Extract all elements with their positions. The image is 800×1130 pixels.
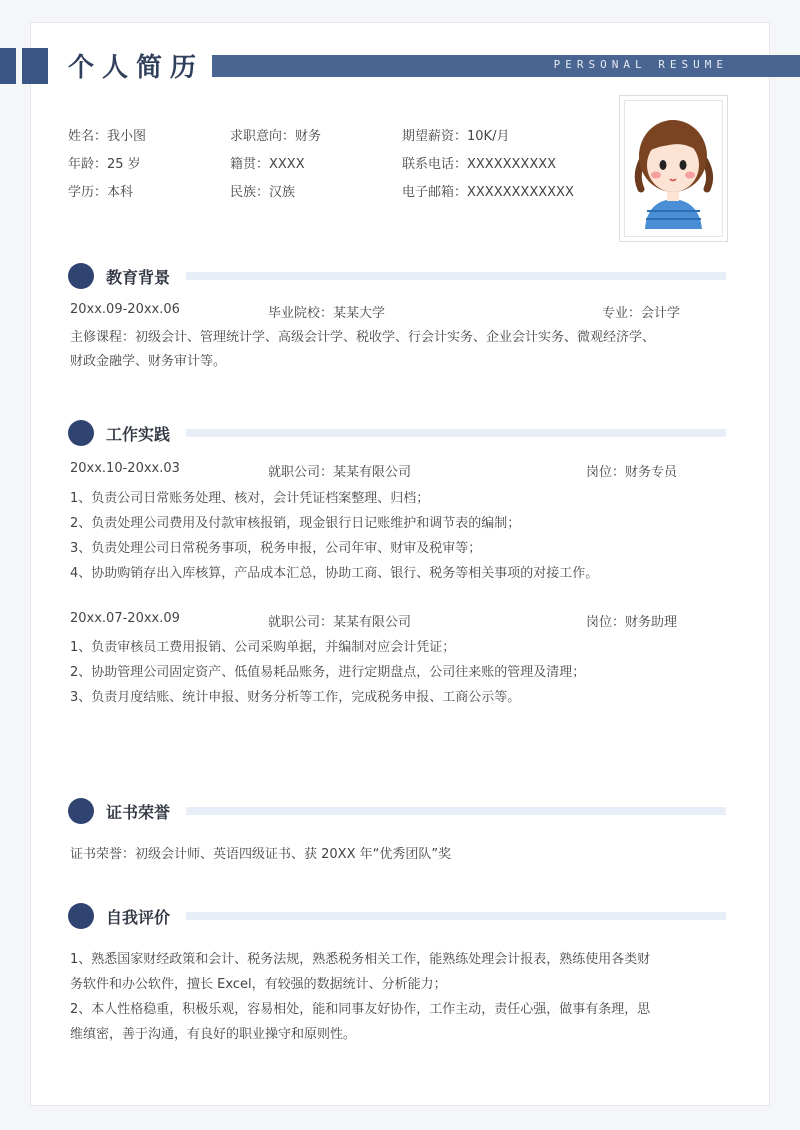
job-2-position: 岗位：财务助理 bbox=[586, 615, 678, 630]
job-1-period: 20xx.10-20xx.03 bbox=[70, 461, 180, 476]
certificates-divider bbox=[186, 807, 726, 815]
job-2-duty: 2、协助管理公司固定资产、低值易耗品账务，进行定期盘点，公司往来账的管理及清理； bbox=[70, 665, 586, 680]
page-title: 个人简历 bbox=[68, 53, 205, 83]
info-name: 姓名：我小图 bbox=[68, 129, 147, 144]
job-2-period: 20xx.07-20xx.09 bbox=[70, 611, 180, 626]
info-origin: 籍贯：XXXX bbox=[230, 157, 305, 172]
self-eval-line: 1、熟悉国家财经政策和会计、税务法规，熟悉税务相关工作，能熟练处理会计报表，熟练使用各类财 bbox=[70, 952, 651, 967]
info-intent: 求职意向：财务 bbox=[230, 129, 322, 144]
job-1-position: 岗位：财务专员 bbox=[586, 465, 678, 480]
education-divider bbox=[186, 272, 726, 280]
education-school: 毕业院校：某某大学 bbox=[268, 306, 386, 321]
self-eval-line: 务软件和办公软件，擅长 Excel，有较强的数据统计、分析能力； bbox=[70, 977, 447, 992]
header-bar bbox=[212, 55, 800, 77]
info-email: 电子邮箱：XXXXXXXXXXXX bbox=[402, 185, 574, 200]
education-period: 20xx.09-20xx.06 bbox=[70, 302, 180, 317]
photo bbox=[624, 100, 723, 237]
self-eval-divider bbox=[186, 912, 726, 920]
job-1-company: 就职公司：某某有限公司 bbox=[268, 465, 412, 480]
certificates-title: 证书荣誉 bbox=[106, 803, 171, 822]
info-age: 年龄：25 岁 bbox=[68, 157, 141, 172]
info-degree: 学历：本科 bbox=[68, 185, 134, 200]
work-dot-icon bbox=[68, 420, 94, 446]
certificates-text: 证书荣誉：初级会计师、英语四级证书、获 20XX 年“优秀团队”奖 bbox=[70, 847, 452, 862]
header-left-block bbox=[0, 48, 16, 84]
education-dot-icon bbox=[68, 263, 94, 289]
self-eval-dot-icon bbox=[68, 903, 94, 929]
job-1-duty: 2、负责处理公司费用及付款审核报销，现金银行日记账维护和调节表的编制； bbox=[70, 516, 521, 531]
job-1-duty: 4、协助购销存出入库核算，产品成本汇总，协助工商、银行、税务等相关事项的对接工作。 bbox=[70, 566, 599, 581]
info-salary: 期望薪资：10K/月 bbox=[402, 129, 510, 144]
job-2-company: 就职公司：某某有限公司 bbox=[268, 615, 412, 630]
photo-frame bbox=[619, 95, 728, 242]
work-title: 工作实践 bbox=[106, 425, 171, 444]
certificates-dot-icon bbox=[68, 798, 94, 824]
self-eval-line: 维缜密，善于沟通，有良好的职业操守和原则性。 bbox=[70, 1027, 357, 1042]
education-courses-line-1: 主修课程：初级会计、管理统计学、高级会计学、税收学、行会计实务、企业会计实务、微观经济学、 bbox=[70, 330, 656, 345]
self-eval-title: 自我评价 bbox=[106, 908, 171, 927]
self-eval-line: 2、本人性格稳重，积极乐观，容易相处，能和同事友好协作，工作主动，责任心强，做事有条理，思 bbox=[70, 1002, 651, 1017]
cartoon-girl-avatar-icon bbox=[625, 101, 722, 236]
job-2-duty: 1、负责审核员工费用报销、公司采购单据，并编制对应会计凭证； bbox=[70, 640, 456, 655]
info-nation: 民族：汉族 bbox=[230, 185, 296, 200]
info-phone: 联系电话：XXXXXXXXXX bbox=[402, 157, 557, 172]
education-title: 教育背景 bbox=[106, 268, 171, 287]
job-1-duty: 1、负责公司日常账务处理、核对，会计凭证档案整理、归档； bbox=[70, 491, 430, 506]
header-title-block bbox=[22, 48, 48, 84]
education-major: 专业：会计学 bbox=[602, 306, 681, 321]
header-subtitle: PERSONAL RESUME bbox=[553, 58, 728, 71]
education-courses-line-2: 财政金融学、财务审计等。 bbox=[70, 354, 227, 369]
job-1-duty: 3、负责处理公司日常税务事项，税务申报，公司年审、财审及税审等； bbox=[70, 541, 482, 556]
job-2-duty: 3、负责月度结账、统计申报、财务分析等工作，完成税务申报、工商公示等。 bbox=[70, 690, 521, 705]
work-divider bbox=[186, 429, 726, 437]
